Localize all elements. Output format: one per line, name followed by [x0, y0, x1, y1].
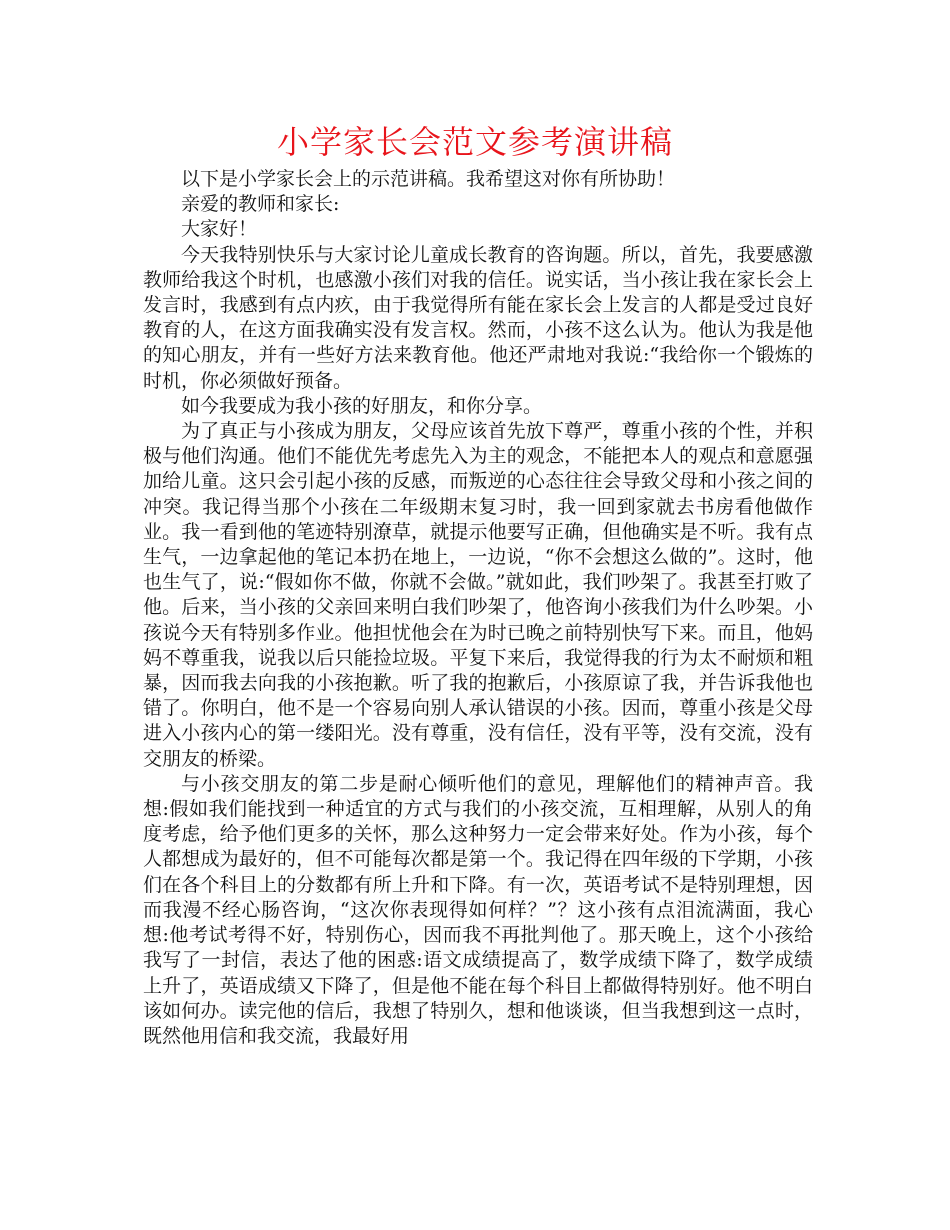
paragraph-salutation: 亲爱的教师和家长:: [181, 193, 340, 216]
paragraph-intro: 以下是小学家长会上的示范讲稿。我希望这对你有所协助！: [181, 168, 676, 190]
paragraph-sharing: 如今我要成为我小孩的好朋友，和你分享。: [181, 394, 543, 417]
document-body: [143, 167, 813, 1049]
paragraph-greeting: 大家好！: [181, 218, 258, 241]
paragraph-respect: 为了真正与小孩成为朋友，父母应该首先放下尊严，尊重小孩的个性，并积极与他们沟通。他们不能优先考虑先入为主的观念，不能把本人的观点和意愿强加给儿童。这只会引起小孩的反感，而叛逆的心态往往会导致父母和小孩之间的冲突。我记得当那个小孩在二年级期末复习时，我一回到家就去书房看他做作业。我一看到他的笔迹特别潦草，就提示他要写正确，但他确实是不听。我有点生气，一边拿起他的笔记本扔在地上，一边说，“你不会想这么做的”。这时，他也生气了，说:“假如你不做，你就不会做。”就如此，我们吵架了。我甚至打败了他。后来，当小孩的父亲回来明白我们吵架了，他咨询小孩我们为什么吵架。小孩说今天有特别多作业。他担忧他会在为时已晚之前特别快写下来。而且，他妈妈不尊重我，说我以后只能捡垃圾。平复下来后，我觉得我的行为太不耐烦和粗暴，因而我去向我的小孩抱歉。听了我的抱歉后，小孩原谅了我，并告诉我他也错了。你明白，他不是一个容易向别人承认错误的小孩。因而，尊重小孩是父母进入小孩内心的第一缕阳光。没有尊重，没有信任，没有平等，没有交流，没有交朋友的桥梁。: [143, 420, 813, 770]
document-title: 小学家长会范文参考演讲稿: [276, 123, 673, 161]
paragraph-opening: 今天我特别快乐与大家讨论儿童成长教育的咨询题。所以，首先，我要感激教师给我这个时机，也感激小孩们对我的信任。说实话，当小孩让我在家长会上发言时，我感到有点内疚，由于我觉得所有能在家长会上发言的人都是受过良好教育的人，在这方面我确实没有发言权。然而，小孩不这么认为。他认为我是他的知心朋友，并有一些好方法来教育他。他还严肃地对我说:“我给你一个锻炼的时机，你必须做好预备。: [143, 243, 813, 392]
paragraph-listening: 与小孩交朋友的第二步是耐心倾听他们的意见，理解他们的精神声音。我想:假如我们能找到一种适宜的方式与我们的小孩交流，互相理解，从别人的角度考虑，给予他们更多的关怀，那么这种努力一定会带来好处。作为小孩，每个人都想成为最好的，但不可能每次都是第一个。我记得在四年级的下学期，小孩们在各个科目上的分数都有所上升和下降。有一次，英语考试不是特别理想，因而我漫不经心肠咨询，“这次你表现得如何样？”？这小孩有点泪流满面，我心想:他考试考得不好，特别伤心，因而我不再批判他了。那天晚上，这个小孩给我写了一封信，表达了他的困惑:语文成绩提高了，数学成绩下降了，数学成绩上升了，英语成绩又下降了，但是他不能在每个科目上都做得特别好。他不明白该如何办。读完他的信后，我想了特别久，想和他谈谈，但当我想到这一点时，既然他用信和我交流，我最好用: [143, 772, 813, 1047]
